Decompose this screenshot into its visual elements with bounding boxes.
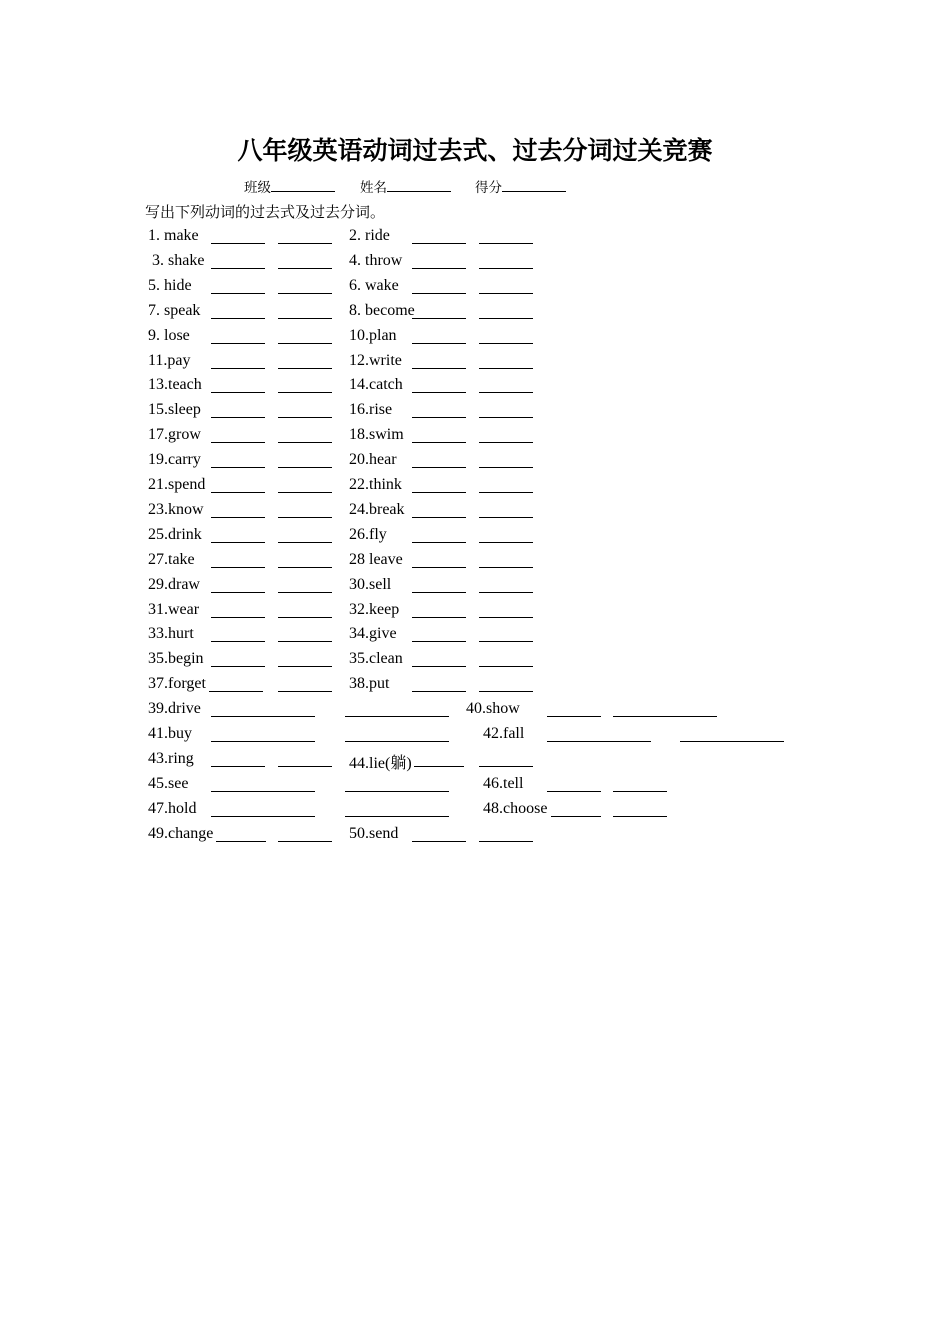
- right-participle-blank[interactable]: [479, 417, 533, 418]
- left-participle-blank[interactable]: [278, 691, 332, 692]
- verb-label-left: 45.see: [148, 774, 189, 792]
- verb-label-left: 11.pay: [148, 351, 191, 369]
- verb-label-right: 8. become: [349, 301, 415, 319]
- right-past-blank[interactable]: [414, 766, 464, 767]
- left-past-blank[interactable]: [216, 841, 266, 842]
- right-participle-blank[interactable]: [479, 567, 533, 568]
- verb-label-left: 9. lose: [148, 326, 190, 344]
- left-past-blank[interactable]: [211, 318, 265, 319]
- right-past-blank[interactable]: [412, 392, 466, 393]
- left-participle-blank[interactable]: [345, 816, 449, 817]
- right-participle-blank[interactable]: [613, 716, 717, 717]
- verb-label-right: 46.tell: [483, 774, 524, 792]
- verb-label-right: 44.lie(躺): [349, 754, 412, 772]
- left-participle-blank[interactable]: [278, 766, 332, 767]
- right-participle-blank[interactable]: [479, 542, 533, 543]
- verb-label-left: 33.hurt: [148, 625, 194, 643]
- right-past-blank[interactable]: [412, 542, 466, 543]
- verb-label-left: 27.take: [148, 550, 195, 568]
- name-field[interactable]: [360, 176, 451, 196]
- right-past-blank[interactable]: [412, 268, 466, 269]
- verb-label-right: 16.rise: [349, 401, 393, 419]
- left-participle-blank[interactable]: [278, 368, 332, 369]
- verb-label-left: 31.wear: [148, 600, 200, 618]
- verb-label-right: 4. throw: [349, 251, 403, 269]
- verb-label-left: 1. make: [148, 227, 199, 244]
- left-past-blank[interactable]: [211, 716, 315, 717]
- name-blank[interactable]: [387, 179, 451, 192]
- verb-label-left: 49.change: [148, 824, 214, 842]
- left-past-blank[interactable]: [211, 567, 265, 568]
- left-participle-blank[interactable]: [278, 592, 332, 593]
- left-participle-blank[interactable]: [278, 417, 332, 418]
- right-past-blank[interactable]: [412, 641, 466, 642]
- left-past-blank[interactable]: [211, 617, 265, 618]
- verb-label-right: 24.break: [349, 500, 405, 518]
- verb-label-right: 40.show: [466, 700, 520, 718]
- left-past-blank[interactable]: [211, 442, 265, 443]
- right-past-blank[interactable]: [412, 691, 466, 692]
- verb-label-left: 21.spend: [148, 476, 206, 493]
- verb-label-right: 2. ride: [349, 227, 390, 244]
- right-participle-blank[interactable]: [479, 841, 533, 842]
- right-past-blank[interactable]: [412, 243, 466, 244]
- score-blank[interactable]: [502, 179, 566, 192]
- right-past-blank[interactable]: [412, 343, 466, 344]
- verb-label-right: 22.think: [349, 476, 402, 493]
- left-participle-blank[interactable]: [278, 318, 332, 319]
- verb-label-left: 15.sleep: [148, 401, 201, 419]
- verb-label-left: 19.carry: [148, 451, 201, 469]
- right-past-blank[interactable]: [412, 666, 466, 667]
- right-participle-blank[interactable]: [479, 368, 533, 369]
- left-past-blank[interactable]: [211, 293, 265, 294]
- left-participle-blank[interactable]: [345, 741, 449, 742]
- name-label: 姓名: [360, 180, 387, 196]
- verb-label-left: 43.ring: [148, 749, 194, 767]
- page-title: 八年级英语动词过去式、过去分词过关竞赛: [237, 136, 713, 165]
- left-participle-blank[interactable]: [278, 567, 332, 568]
- verb-label-left: 35.begin: [148, 650, 204, 668]
- right-participle-blank[interactable]: [479, 318, 533, 319]
- left-past-blank[interactable]: [211, 392, 265, 393]
- right-past-blank[interactable]: [547, 716, 601, 717]
- class-field[interactable]: [244, 176, 335, 196]
- right-past-blank[interactable]: [412, 442, 466, 443]
- left-past-blank[interactable]: [211, 766, 265, 767]
- right-participle-blank[interactable]: [479, 467, 533, 468]
- left-past-blank[interactable]: [211, 268, 265, 269]
- left-participle-blank[interactable]: [345, 716, 449, 717]
- left-past-blank[interactable]: [211, 492, 265, 493]
- verb-label-right: 28 leave: [349, 550, 403, 568]
- left-participle-blank[interactable]: [278, 542, 332, 543]
- verb-label-right: 38.put: [349, 675, 390, 693]
- verb-label-left: 39.drive: [148, 700, 201, 718]
- left-past-blank[interactable]: [211, 666, 265, 667]
- left-participle-blank[interactable]: [278, 442, 332, 443]
- left-participle-blank[interactable]: [345, 791, 449, 792]
- right-participle-blank[interactable]: [479, 666, 533, 667]
- class-blank[interactable]: [271, 179, 335, 192]
- left-participle-blank[interactable]: [278, 641, 332, 642]
- verb-label-right: 10.plan: [349, 326, 397, 344]
- left-participle-blank[interactable]: [278, 492, 332, 493]
- instruction: 写出下列动词的过去式及过去分词。: [145, 203, 386, 221]
- verb-label-left: 7. speak: [148, 301, 201, 319]
- left-participle-blank[interactable]: [278, 666, 332, 667]
- right-past-blank[interactable]: [412, 318, 466, 319]
- right-past-blank[interactable]: [412, 592, 466, 593]
- left-past-blank[interactable]: [211, 517, 265, 518]
- verb-label-right: 18.swim: [349, 426, 404, 444]
- verb-label-left: 5. hide: [148, 276, 192, 294]
- right-participle-blank[interactable]: [613, 791, 667, 792]
- right-participle-blank[interactable]: [479, 517, 533, 518]
- left-past-blank[interactable]: [211, 741, 315, 742]
- right-participle-blank[interactable]: [479, 442, 533, 443]
- right-participle-blank[interactable]: [479, 691, 533, 692]
- left-past-blank[interactable]: [211, 816, 315, 817]
- left-participle-blank[interactable]: [278, 243, 332, 244]
- left-participle-blank[interactable]: [278, 841, 332, 842]
- verb-label-left: 37.forget: [148, 675, 206, 693]
- verb-label-right: 34.give: [349, 625, 397, 643]
- verb-label-left: 41.buy: [148, 725, 192, 742]
- verb-label-right: 30.sell: [349, 575, 392, 593]
- right-participle-blank[interactable]: [479, 617, 533, 618]
- left-past-blank[interactable]: [211, 542, 265, 543]
- right-past-blank[interactable]: [547, 791, 601, 792]
- left-participle-blank[interactable]: [278, 343, 332, 344]
- left-past-blank[interactable]: [211, 467, 265, 468]
- right-participle-blank[interactable]: [479, 293, 533, 294]
- left-participle-blank[interactable]: [278, 293, 332, 294]
- left-participle-blank[interactable]: [278, 392, 332, 393]
- left-participle-blank[interactable]: [278, 268, 332, 269]
- verb-label-right: 42.fall: [483, 725, 525, 742]
- left-participle-blank[interactable]: [278, 517, 332, 518]
- class-label: 班级: [244, 180, 271, 196]
- right-past-blank[interactable]: [412, 368, 466, 369]
- left-past-blank[interactable]: [209, 691, 263, 692]
- left-past-blank[interactable]: [211, 343, 265, 344]
- right-past-blank[interactable]: [412, 492, 466, 493]
- left-past-blank[interactable]: [211, 641, 265, 642]
- right-participle-blank[interactable]: [479, 766, 533, 767]
- score-label: 得分: [475, 180, 502, 196]
- left-past-blank[interactable]: [211, 791, 315, 792]
- left-past-blank[interactable]: [211, 417, 265, 418]
- right-past-blank[interactable]: [412, 617, 466, 618]
- score-field[interactable]: [475, 176, 566, 196]
- left-past-blank[interactable]: [211, 592, 265, 593]
- right-participle-blank[interactable]: [479, 492, 533, 493]
- verb-label-left: 17.grow: [148, 426, 201, 444]
- verb-label-right: 12.write: [349, 351, 402, 369]
- right-participle-blank[interactable]: [479, 392, 533, 393]
- right-past-blank[interactable]: [412, 841, 466, 842]
- right-participle-blank[interactable]: [613, 816, 667, 817]
- right-participle-blank[interactable]: [479, 592, 533, 593]
- verb-label-left: 47.hold: [148, 799, 197, 817]
- left-participle-blank[interactable]: [278, 617, 332, 618]
- right-past-blank[interactable]: [412, 417, 466, 418]
- left-past-blank[interactable]: [211, 368, 265, 369]
- verb-label-right: 6. wake: [349, 276, 399, 294]
- right-past-blank[interactable]: [547, 741, 651, 742]
- right-past-blank[interactable]: [412, 467, 466, 468]
- verb-label-right: 20.hear: [349, 451, 397, 469]
- left-past-blank[interactable]: [211, 243, 265, 244]
- left-participle-blank[interactable]: [278, 467, 332, 468]
- right-past-blank[interactable]: [412, 293, 466, 294]
- right-past-blank[interactable]: [551, 816, 601, 817]
- right-participle-blank[interactable]: [479, 243, 533, 244]
- right-participle-blank[interactable]: [479, 641, 533, 642]
- verb-label-right: 32.keep: [349, 600, 400, 618]
- verb-label-right: 48.choose: [483, 799, 548, 817]
- right-past-blank[interactable]: [412, 567, 466, 568]
- verb-label-left: 23.know: [148, 500, 204, 518]
- right-past-blank[interactable]: [412, 517, 466, 518]
- verb-label-left: 25.drink: [148, 525, 202, 543]
- right-participle-blank[interactable]: [479, 343, 533, 344]
- verb-label-right: 35.clean: [349, 650, 403, 668]
- right-participle-blank[interactable]: [479, 268, 533, 269]
- verb-label-left: 13.teach: [148, 376, 202, 394]
- verb-label-left: 3. shake: [148, 251, 205, 269]
- right-participle-blank[interactable]: [680, 741, 784, 742]
- verb-label-right: 50.send: [349, 824, 399, 842]
- verb-label-right: 14.catch: [349, 376, 403, 394]
- verb-label-left: 29.draw: [148, 575, 200, 593]
- verb-label-right: 26.fly: [349, 525, 387, 543]
